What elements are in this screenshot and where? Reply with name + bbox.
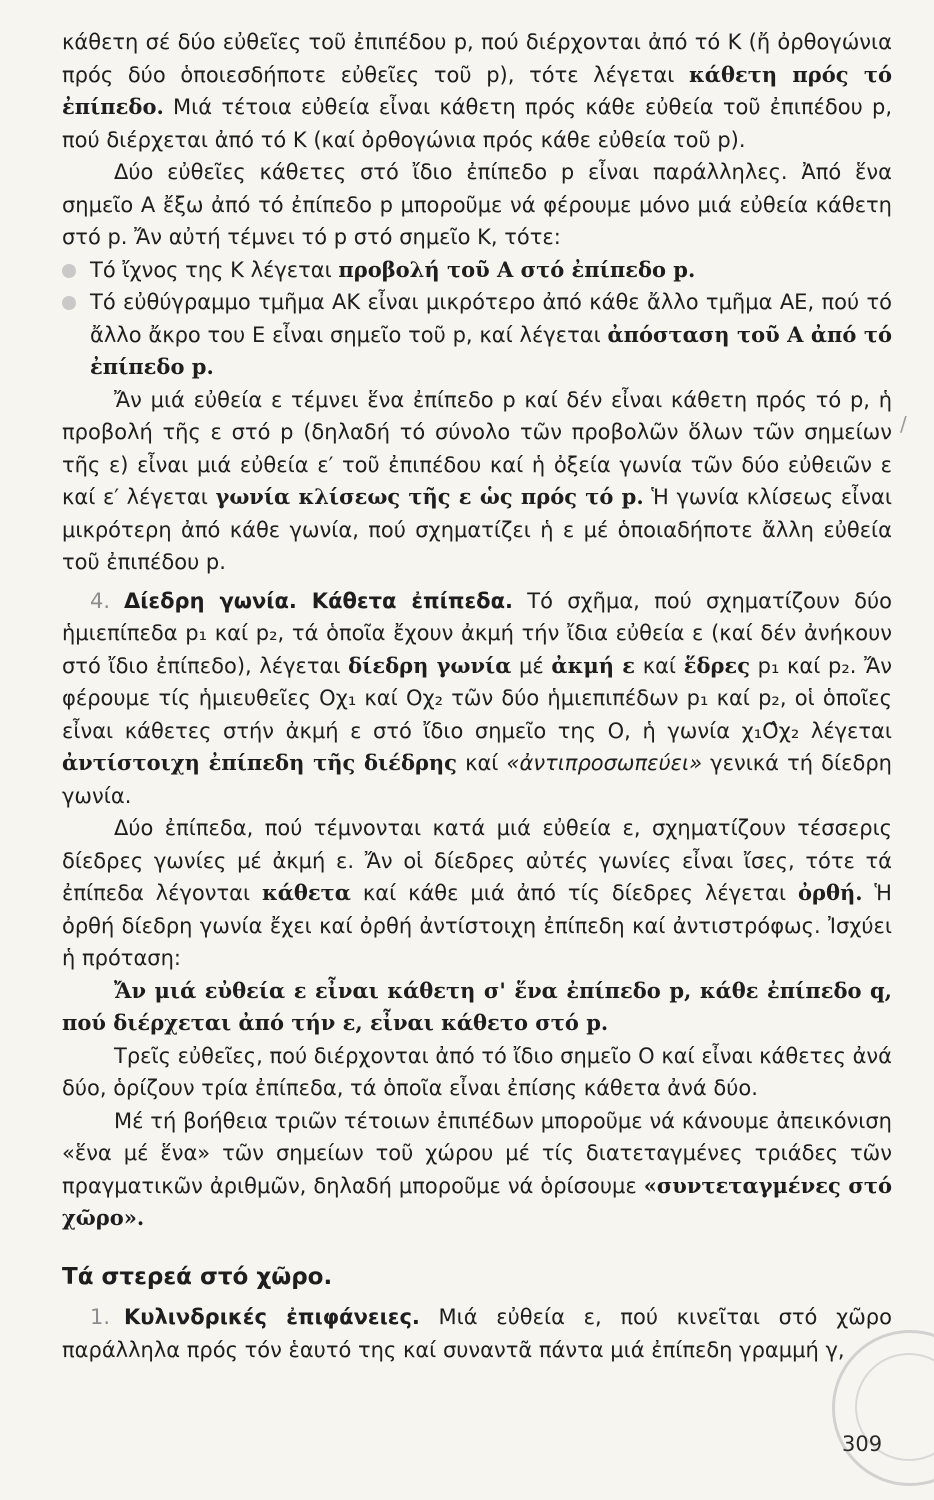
section-number: 1.	[90, 1305, 111, 1329]
text: p₁ καί p₂. Ἄν φέρουμε τίς ἡμιευθεῖες Οχ₁ καί Οχ₂ τῶν δύο ἡμιεπιπέδων p₁ καί p₂, οἱ ὁποῖες εἶναι κάθετες στήν ἀκμή ε στό ἴδιο σημεῖο της Ο, ἡ γωνία χ₁Ο̂χ₂ λέγεται	[62, 653, 892, 743]
term-bold: ἕδρες	[683, 652, 750, 678]
term-bold: δίεδρη γωνία	[348, 652, 512, 678]
proposition-text: Ἄν μιά εὐθεία ε εἶναι κάθετη σ' ἕνα ἐπίπεδο p, κάθε ἐπίπεδο q, πού διέρχεται ἀπό τήν ε, εἶναι κάθετο στό p.	[62, 977, 892, 1035]
section-4-dihedral	[62, 585, 892, 813]
term-bold: προβολή τοῦ Α στό ἐπίπεδο p.	[338, 256, 696, 282]
text: Τρεῖς εὐθεῖες, πού διέρχονται ἀπό τό ἴδιο σημεῖο Ο καί εἶναι κάθετες ἀνά δύο, ὁρίζουν τρία ἐπίπεδα, τά ὁποῖα εἶναι ἐπίσης κάθετα ἀνά δύο.	[62, 1043, 892, 1100]
term-italic: «ἀντιπροσωπεύει»	[506, 751, 703, 775]
text: Δύο ἐπίπεδα, πού τέμνονται κατά μιά εὐθεία ε, σχηματίζουν τέσσερις δίεδρες γωνίες μέ ἀκμή ε. Ἄν οἱ δίεδρες αὐτές γωνίες εἶναι ἴσες, τότε τά ἐπίπεδα λέγονται	[62, 816, 892, 905]
chapter-heading: Τά στερεά στό χῶρο.	[62, 1263, 333, 1290]
text: Ἄν μιά εὐθεία ε τέμνει ἕνα ἐπίπεδο p καί δέν εἶναι κάθετη πρός τό p, ἡ προβολή τῆς ε στό p (δηλαδή τό σύνολο τῶν προβολῶν ὅλων τῶν σημείων τῆς ε) εἶναι μιά εὐθεία ε′ τοῦ ἐπιπέδου καί ἡ ὀξεία γωνία τῶν δύο εὐθειῶν ε καί ε′ λέγεται	[62, 387, 892, 509]
text: κάθετη σέ δύο εὐθεῖες τοῦ ἐπιπέδου p, πού διέρχονται ἀπό τό Κ (ἤ ὀρθογώνια πρός δύο ὁποιεσδήποτε εὐθεῖες τοῦ p), τότε λέγεται	[62, 30, 892, 87]
term-bold: κάθετα	[261, 880, 351, 905]
paragraph-perpendicular-definition	[62, 26, 892, 156]
term-bold: ὀρθή.	[797, 880, 863, 905]
text: καί	[635, 653, 684, 678]
page-body	[62, 26, 892, 1366]
paragraph-coordinates	[62, 1105, 892, 1235]
bullet-distance	[62, 286, 892, 384]
term-bold: κάθετη πρός τό ἐπίπεδο.	[62, 61, 892, 119]
text: Μιά εὐθεία ε, πού κινεῖται στό χῶρο παράλληλα πρός τόν ἑαυτό της καί συναντᾶ πάντα μιά ἐπίπεδη γραμμή γ,	[62, 1305, 892, 1362]
term-bold: «συντεταγμένες στό χῶρο».	[62, 1172, 892, 1230]
text: καί κάθε μιά ἀπό τίς δίεδρες λέγεται	[350, 881, 798, 905]
text: μέ	[511, 653, 552, 678]
section-title: Δίεδρη γωνία. Κάθετα ἐπίπεδα.	[124, 588, 513, 613]
section-1-cylindrical	[62, 1301, 892, 1366]
text: Μέ τή βοήθεια τριῶν τέτοιων ἐπιπέδων μποροῦμε νά κάνουμε ἀπεικόνιση «ἕνα μέ ἕνα» τῶν σημείων τοῦ χώρου μέ τίς διατεταγμένες τριάδες τῶν πραγματικῶν ἀριθμῶν, δηλαδή μποροῦμε νά ὁρίσουμε	[62, 1108, 892, 1198]
paragraph-parallel-lines	[62, 156, 892, 254]
text: Τό σχῆμα, πού σχηματίζουν δύο ἡμιεπίπεδα p₁ καί p₂, τά ὁποῖα ἔχουν ἀκμή τήν ἴδια εὐθεία ε (καί δέν ἀνήκουν στό ἴδιο ἐπίπεδο), λέγεται	[62, 588, 892, 678]
text: Τό εὐθύγραμμο τμῆμα ΑΚ εἶναι μικρότερο ἀπό κάθε ἄλλο τμῆμα ΑΕ, πού τό ἄλλο ἄκρο του Ε εἶναι σημεῖο τοῦ p, καί λέγεται	[90, 290, 892, 347]
term-bold: ἀντίστοιχη ἐπίπεδη τῆς διέδρης	[62, 750, 457, 775]
proposition	[62, 975, 892, 1040]
section-number: 4.	[90, 588, 111, 613]
section-title: Κυλινδρικές ἐπιφάνειες.	[124, 1305, 420, 1329]
bullet-dot-icon	[62, 296, 76, 310]
margin-mark: /	[900, 412, 907, 436]
text: Δύο εὐθεῖες κάθετες στό ἴδιο ἐπίπεδο p εἶναι παράλληλες. Ἀπό ἕνα σημεῖο Α ἔξω ἀπό τό ἐπίπεδο p μποροῦμε νά φέρουμε μόνο μιά εὐθεία κάθετη στό p. Ἄν αὐτή τέμνει τό p στό σημεῖο Κ, τότε:	[62, 160, 892, 249]
page-number: 309	[842, 1432, 883, 1456]
paragraph-inclination-angle	[62, 384, 892, 579]
text: Μιά τέτοια εὐθεία εἶναι κάθετη πρός κάθε εὐθεία τοῦ ἐπιπέδου p, πού διέρχεται ἀπό τό Κ (καί ὀρθογώνια πρός κάθε εὐθεία τοῦ p).	[62, 95, 892, 152]
text: Τό ἴχνος της Κ λέγεται	[90, 257, 339, 282]
bullet-dot-icon	[62, 264, 76, 278]
text: καί	[456, 751, 507, 775]
paragraph-perpendicular-planes	[62, 812, 892, 975]
term-bold: γωνία κλίσεως τῆς ε ὡς πρός τό p.	[215, 484, 644, 509]
paragraph-three-lines	[62, 1040, 892, 1105]
text: Ἡ ὀρθή δίεδρη γωνία ἔχει καί ὀρθή ἀντίστοιχη ἐπίπεδη καί ἀντιστρόφως. Ἰσχύει ἡ πρόταση:	[62, 881, 892, 970]
text: Ἡ γωνία κλίσεως εἶναι μικρότερη ἀπό κάθε γωνία, πού σχηματίζει ἡ ε μέ ὁποιαδήποτε ἄλλη εὐθεία τοῦ ἐπιπέδου p.	[62, 485, 892, 574]
term-bold: ἀκμή ε	[551, 652, 636, 678]
text: γενικά τή δίεδρη γωνία.	[62, 751, 892, 808]
bullet-projection	[62, 254, 892, 287]
term-bold: ἀπόσταση τοῦ Α ἀπό τό ἐπίπεδο p.	[90, 321, 892, 379]
